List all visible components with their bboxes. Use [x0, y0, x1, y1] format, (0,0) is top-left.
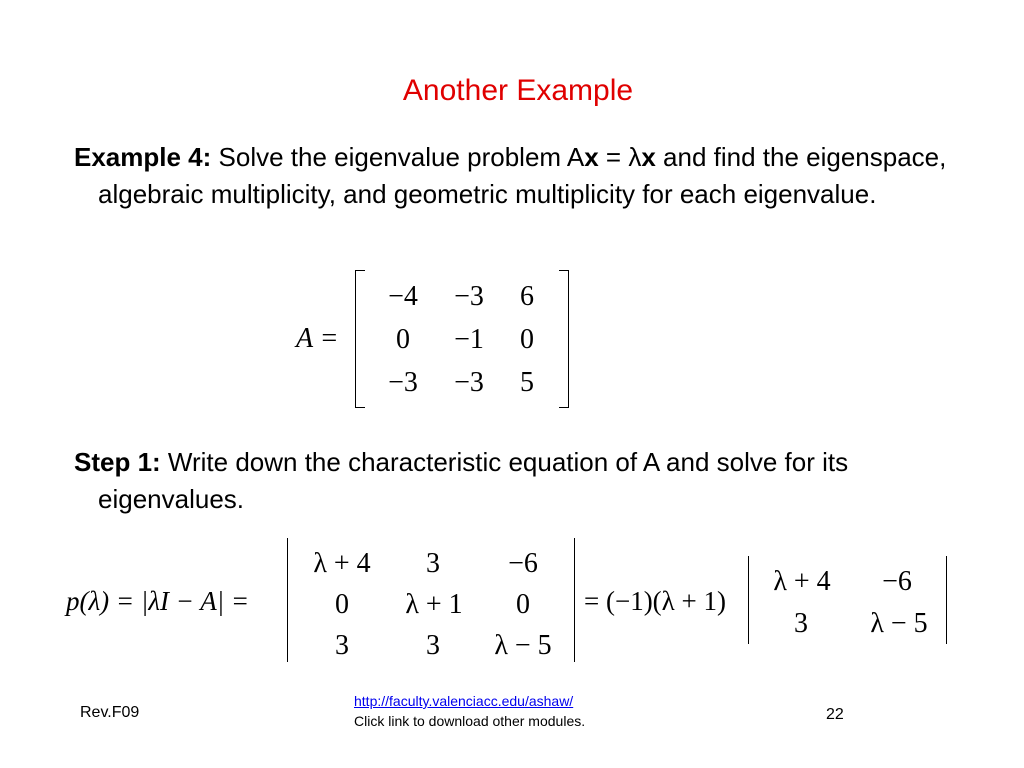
det2-cell: λ + 4 [773, 566, 831, 597]
example-text-3: and find the eigenspace, algebraic multiplicity, and geometric multiplicity for each eigenvalue. [98, 142, 947, 209]
det3-cell: 3 [335, 630, 349, 661]
det3-cell: 3 [426, 630, 440, 661]
example-paragraph [74, 139, 978, 213]
det2-cell: λ − 5 [870, 608, 928, 639]
matrix-a-cell: −1 [454, 324, 484, 355]
det3-cell: λ + 4 [313, 548, 371, 579]
det3-cell: −6 [508, 548, 538, 579]
det3-cell: λ + 1 [405, 589, 463, 620]
matrix-a-cell: −3 [388, 367, 418, 398]
char-eq-middle: = (−1)(λ + 1) [584, 586, 726, 616]
det2-right-bar [946, 556, 947, 644]
det3-cell: 3 [426, 548, 440, 579]
matrix-a-cell: 5 [520, 367, 534, 398]
det2-left-bar [748, 556, 749, 644]
slide-title: Another Example [402, 74, 634, 107]
example-label: Example 4: [74, 142, 212, 172]
revision-label: Rev.F09 [80, 704, 140, 721]
det3-cell: 0 [335, 589, 349, 620]
step1-text: Write down the characteristic equation of A and solve for its eigenvalues. [98, 447, 849, 514]
matrix-a-cell: 6 [520, 281, 534, 312]
step1-paragraph [74, 444, 978, 518]
det2-cell: 3 [794, 608, 808, 639]
det3-cell: λ − 5 [494, 630, 552, 661]
det3-right-bar [574, 538, 575, 662]
det2-cell: −6 [882, 566, 912, 597]
det3-left-bar [287, 538, 288, 662]
char-eq-lhs: p(λ) = |λI − A| = [66, 586, 250, 616]
vector-x-1: x [584, 142, 599, 172]
example-text-2: = λ [598, 142, 642, 172]
faculty-link[interactable]: http://faculty.valenciacc.edu/ashaw/ [354, 693, 574, 709]
det3-cell: 0 [516, 589, 530, 620]
page-number: 22 [826, 706, 844, 723]
matrix-left-bracket [355, 270, 365, 408]
vector-x-2: x [641, 142, 656, 172]
matrix-a-cell: 0 [396, 324, 410, 355]
example-text-1: Solve the eigenvalue problem A [211, 142, 585, 172]
step1-label: Step 1: [74, 447, 161, 477]
matrix-a-cell: −3 [454, 281, 484, 312]
matrix-a-cell: −3 [454, 367, 484, 398]
matrix-a-lhs: A = [296, 323, 339, 354]
matrix-a-cell: −4 [388, 281, 418, 312]
download-note: Click link to download other modules. [354, 713, 586, 729]
matrix-a-cell: 0 [520, 324, 534, 355]
